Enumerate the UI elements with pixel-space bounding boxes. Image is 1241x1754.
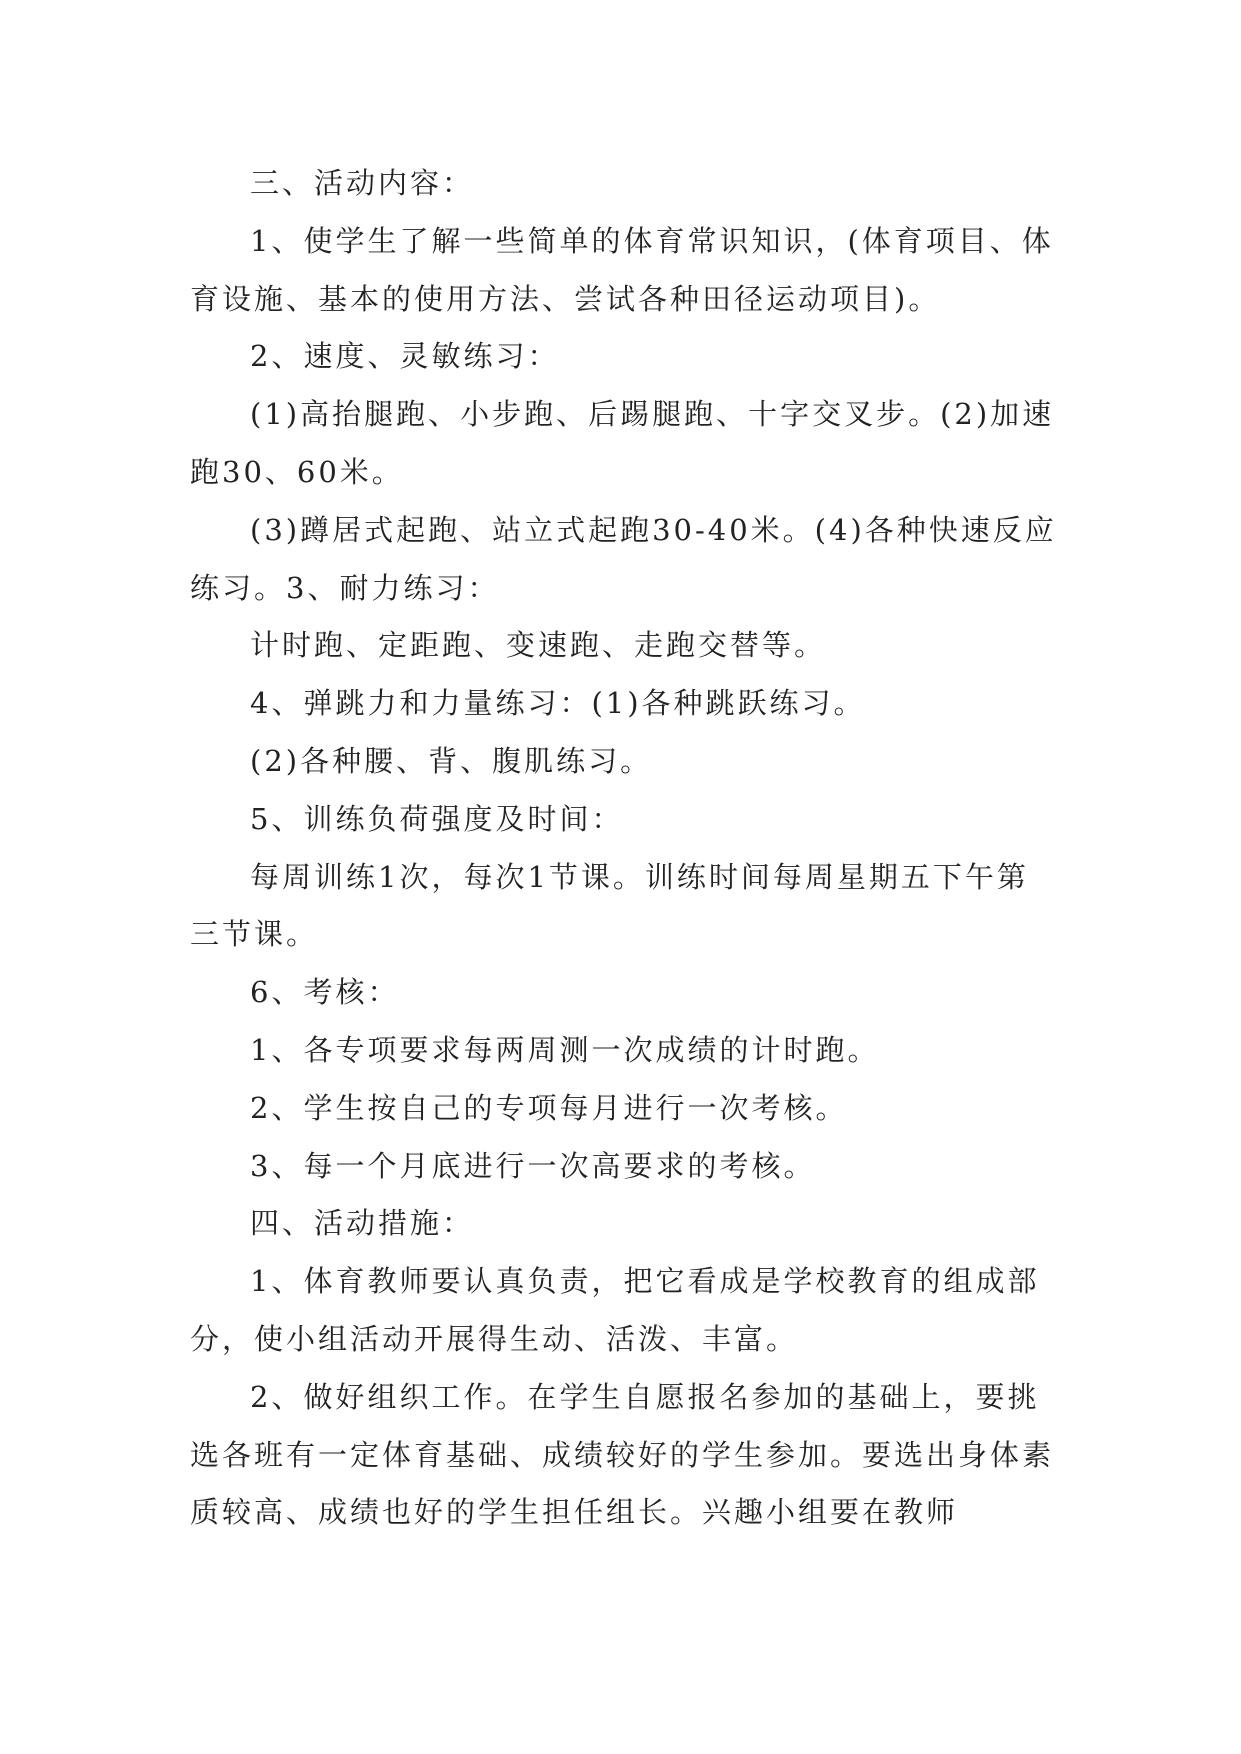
- paragraph: (1)高抬腿跑、小步跑、后踢腿跑、十字交叉步。(2)加速跑30、60米。: [190, 397, 1055, 489]
- paragraph: 1、使学生了解一些简单的体育常识知识，(体育项目、体育设施、基本的使用方法、尝试各种田径运动项目)。: [190, 223, 1054, 316]
- paragraph: 5、训练负荷强度及时间：: [250, 801, 624, 836]
- document-body: [190, 155, 1060, 1542]
- paragraph: (3)蹲居式起跑、站立式起跑30-40米。(4)各种快速反应练习。3、耐力练习：: [190, 512, 1057, 605]
- paragraph: 每周训练1次，每次1节课。训练时间每周星期五下午第三节课。: [190, 859, 1029, 952]
- section-heading-activity-measures: 四、活动措施：: [250, 1206, 475, 1241]
- paragraph: 6、考核：: [250, 975, 400, 1010]
- paragraph: 3、每一个月底进行一次高要求的考核。: [250, 1148, 816, 1183]
- paragraph: 2、做好组织工作。在学生自愿报名参加的基础上，要挑选各班有一定体育基础、成绩较好的学生参加。要选出身体素质较高、成绩也好的学生担任组长。兴趣小组要在教师: [190, 1379, 1055, 1530]
- paragraph: (2)各种腰、背、腹肌练习。: [250, 743, 653, 778]
- paragraph: 计时跑、定距跑、变速跑、走跑交替等。: [250, 628, 827, 663]
- paragraph: 1、体育教师要认真负责，把它看成是学校教育的组成部分，使小组活动开展得生动、活泼、丰富。: [190, 1264, 1040, 1356]
- paragraph: 1、各专项要求每两周测一次成绩的计时跑。: [250, 1032, 880, 1067]
- section-heading-activity-content: 三、活动内容：: [250, 166, 475, 200]
- paragraph: 2、速度、灵敏练习：: [250, 339, 560, 374]
- paragraph: 4、弹跳力和力量练习：(1)各种跳跃练习。: [250, 686, 866, 721]
- paragraph: 2、学生按自己的专项每月进行一次考核。: [250, 1090, 848, 1125]
